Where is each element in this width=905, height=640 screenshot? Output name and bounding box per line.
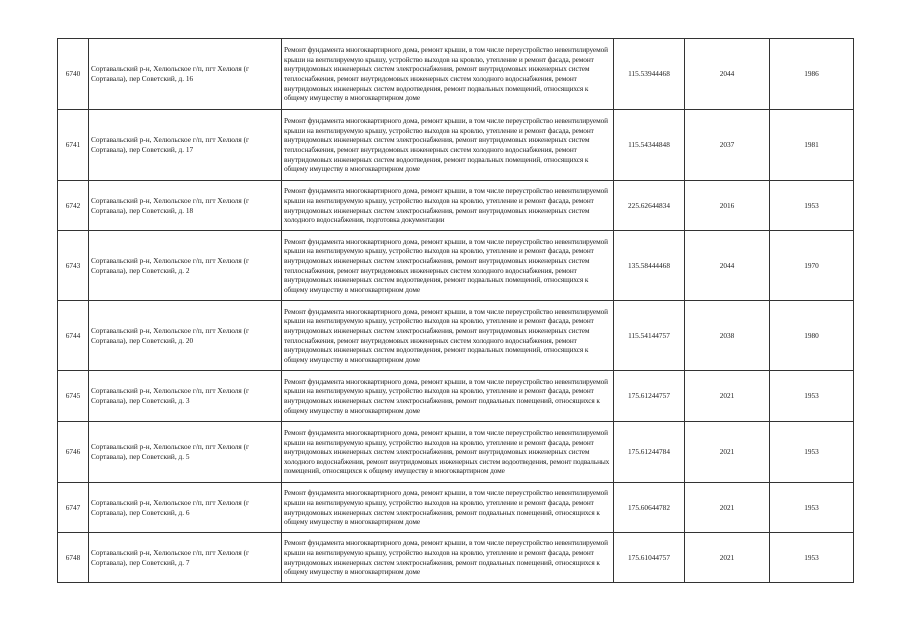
row-planned-year: 2038 [685,301,770,371]
row-cost: 115.54344848 [614,110,685,181]
row-number: 6745 [58,371,89,422]
row-works: Ремонт фундамента многоквартирного дома, ремонт крыши, в том числе переустройство невентилируемой крыши на вентилируемую крышу, устройство выходов на кровлю, утепление и ремонт фасада, ремонт внутридомовых инженерных систем электроснабжения, ремонт подвальных помещений, относящихся к общему имуществу в многоквартирном доме [282,533,614,583]
row-built-year: 1981 [770,110,854,181]
table-row [58,422,854,483]
table-row [58,301,854,371]
row-cost: 115.54144757 [614,301,685,371]
row-address: Сортавальский р-н, Хелюльское г/п, пгт Хелюля (г Сортавала), пер Советский, д. 6 [89,483,282,533]
row-built-year: 1953 [770,181,854,231]
row-planned-year: 2021 [685,533,770,583]
row-cost: 175.61244784 [614,422,685,483]
row-number: 6748 [58,533,89,583]
row-address: Сортавальский р-н, Хелюльское г/п, пгт Хелюля (г Сортавала), пер Советский, д. 7 [89,533,282,583]
row-address: Сортавальский р-н, Хелюльское г/п, пгт Хелюля (г Сортавала), пер Советский, д. 20 [89,301,282,371]
row-number: 6746 [58,422,89,483]
row-number: 6747 [58,483,89,533]
row-works: Ремонт фундамента многоквартирного дома, ремонт крыши, в том числе переустройство невентилируемой крыши на вентилируемую крышу, устройство выходов на кровлю, утепление и ремонт фасада, ремонт внутридомовых инженерных систем электроснабжения, ремонт подвальных помещений, относящихся к общему имуществу в многоквартирном доме [282,483,614,533]
table-row [58,181,854,231]
row-built-year: 1953 [770,371,854,422]
row-address: Сортавальский р-н, Хелюльское г/п, пгт Хелюля (г Сортавала), пер Советский, д. 5 [89,422,282,483]
table-row [58,110,854,181]
row-cost: 135.58444468 [614,231,685,301]
row-planned-year: 2044 [685,39,770,110]
row-works: Ремонт фундамента многоквартирного дома, ремонт крыши, в том числе переустройство невентилируемой крыши на вентилируемую крышу, устройство выходов на кровлю, утепление и ремонт фасада, ремонт внутридомовых инженерных систем электроснабжения, ремонт внутридомовых инженерных систем теплоснабжения, ремонт внутридомовых инженерных систем холодного водоснабжения, ремонт внутридомовых инженерных систем водоотведения, ремонт подвальных помещений, относящихся к общему имуществу в многоквартирном доме [282,110,614,181]
row-address: Сортавальский р-н, Хелюльское г/п, пгт Хелюля (г Сортавала), пер Советский, д. 17 [89,110,282,181]
row-cost: 115.53944468 [614,39,685,110]
row-cost: 175.60644782 [614,483,685,533]
row-address: Сортавальский р-н, Хелюльское г/п, пгт Хелюля (г Сортавала), пер Советский, д. 16 [89,39,282,110]
row-number: 6741 [58,110,89,181]
row-address: Сортавальский р-н, Хелюльское г/п, пгт Хелюля (г Сортавала), пер Советский, д. 2 [89,231,282,301]
table-row [58,533,854,583]
row-number: 6744 [58,301,89,371]
row-built-year: 1953 [770,533,854,583]
row-works: Ремонт фундамента многоквартирного дома, ремонт крыши, в том числе переустройство невентилируемой крыши на вентилируемую крышу, устройство выходов на кровлю, утепление и ремонт фасада, ремонт внутридомовых инженерных систем электроснабжения, ремонт внутридомовых инженерных систем теплоснабжения, ремонт внутридомовых инженерных систем холодного водоснабжения, ремонт внутридомовых инженерных систем водоотведения, ремонт подвальных помещений, относящихся к общему имуществу в многоквартирном доме [282,39,614,110]
row-works: Ремонт фундамента многоквартирного дома, ремонт крыши, в том числе переустройство невентилируемой крыши на вентилируемую крышу, устройство выходов на кровлю, утепление и ремонт фасада, ремонт внутридомовых инженерных систем электроснабжения, ремонт подвальных помещений, относящихся к общему имуществу в многоквартирном доме [282,371,614,422]
row-planned-year: 2021 [685,371,770,422]
row-planned-year: 2044 [685,231,770,301]
row-built-year: 1970 [770,231,854,301]
row-works: Ремонт фундамента многоквартирного дома, ремонт крыши, в том числе переустройство невентилируемой крыши на вентилируемую крышу, устройство выходов на кровлю, утепление и ремонт фасада, ремонт внутридомовых инженерных систем электроснабжения, ремонт внутридомовых инженерных систем теплоснабжения, ремонт внутридомовых инженерных систем холодного водоснабжения, ремонт внутридомовых инженерных систем водоотведения, ремонт подвальных помещений, относящихся к общему имуществу в многоквартирном доме [282,231,614,301]
row-number: 6740 [58,39,89,110]
table-row [58,371,854,422]
row-address: Сортавальский р-н, Хелюльское г/п, пгт Хелюля (г Сортавала), пер Советский, д. 18 [89,181,282,231]
row-built-year: 1953 [770,483,854,533]
row-planned-year: 2021 [685,483,770,533]
row-works: Ремонт фундамента многоквартирного дома, ремонт крыши, в том числе переустройство невентилируемой крыши на вентилируемую крышу, устройство выходов на кровлю, утепление и ремонт фасада, ремонт внутридомовых инженерных систем электроснабжения, ремонт внутридомовых инженерных систем теплоснабжения, ремонт внутридомовых инженерных систем холодного водоснабжения, ремонт внутридомовых инженерных систем водоотведения, ремонт подвальных помещений, относящихся к общему имуществу в многоквартирном доме [282,301,614,371]
row-works: Ремонт фундамента многоквартирного дома, ремонт крыши, в том числе переустройство невентилируемой крыши на вентилируемую крышу, устройство выходов на кровлю, утепление и ремонт фасада, ремонт внутридомовых инженерных систем электроснабжения, ремонт внутридомовых инженерных систем холодного водоснабжения, подготовка документации [282,181,614,231]
row-built-year: 1980 [770,301,854,371]
capital-repair-register-table [57,38,854,583]
table-row [58,39,854,110]
row-number: 6742 [58,181,89,231]
row-cost: 225.62644834 [614,181,685,231]
row-cost: 175.61044757 [614,533,685,583]
row-address: Сортавальский р-н, Хелюльское г/п, пгт Хелюля (г Сортавала), пер Советский, д. 3 [89,371,282,422]
row-built-year: 1953 [770,422,854,483]
row-planned-year: 2037 [685,110,770,181]
row-built-year: 1986 [770,39,854,110]
row-cost: 175.61244757 [614,371,685,422]
table-row [58,483,854,533]
row-number: 6743 [58,231,89,301]
row-works: Ремонт фундамента многоквартирного дома, ремонт крыши, в том числе переустройство невентилируемой крыши на вентилируемую крышу, устройство выходов на кровлю, утепление и ремонт фасада, ремонт внутридомовых инженерных систем электроснабжения, ремонт внутридомовых инженерных систем холодного водоснабжения, ремонт внутридомовых инженерных систем водоотведения, ремонт подвальных помещений, относящихся к общему имуществу в многоквартирном доме [282,422,614,483]
row-planned-year: 2016 [685,181,770,231]
table-row [58,231,854,301]
row-planned-year: 2021 [685,422,770,483]
